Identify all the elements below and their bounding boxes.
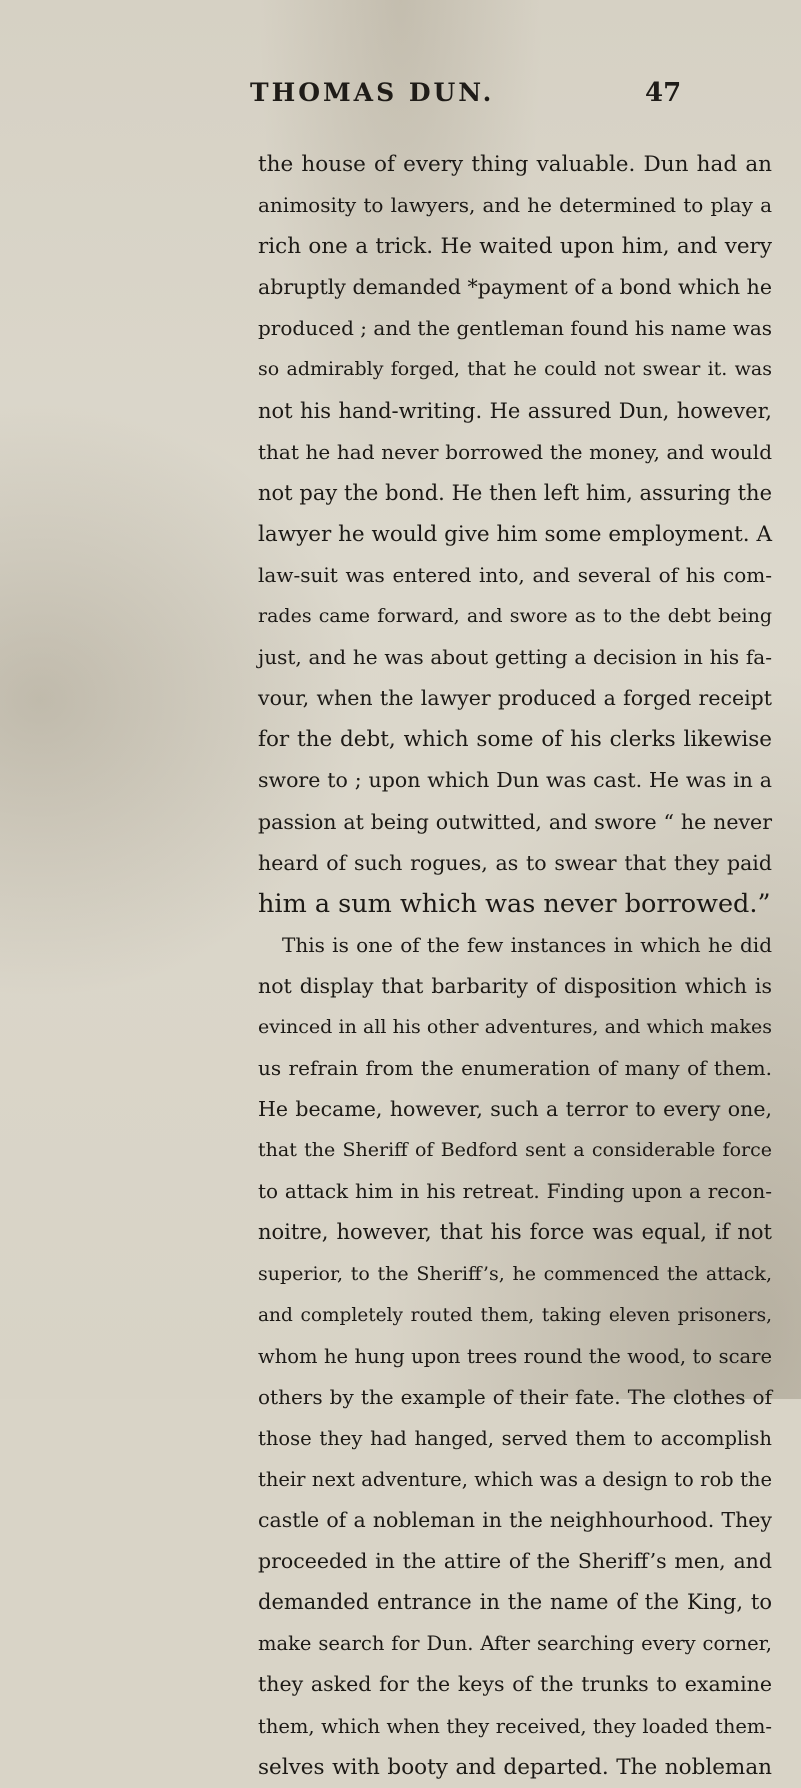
- text-line: others by the example of their fate. The clothes of: [258, 1384, 772, 1409]
- text-line: This is one of the few instances in which he did: [282, 932, 772, 957]
- text-line: those they had hanged, served them to accomplish: [258, 1426, 772, 1450]
- text-line: make search for Dun. After searching every corner,: [258, 1632, 772, 1656]
- text-line: passion at being outwitted, and swore “ he never: [258, 809, 772, 834]
- text-line: proceeded in the attire of the Sheriff’s men, and: [258, 1549, 772, 1574]
- page-header: [0, 78, 801, 118]
- text-line: the house of every thing valuable. Dun had an: [258, 152, 772, 177]
- text-line: not his hand-writing. He assured Dun, however,: [258, 398, 772, 423]
- text-line: that the Sheriff of Bedford sent a considerable force: [258, 1139, 772, 1162]
- text-line: evinced in all his other adventures, and which makes: [258, 1015, 772, 1038]
- text-line: vour, when the lawyer produced a forged receipt: [258, 686, 772, 711]
- text-line: just, and he was about getting a decision in his fa-: [258, 645, 772, 670]
- text-line: they asked for the keys of the trunks to examine: [258, 1672, 772, 1697]
- text-line: for the debt, which some of his clerks likewise: [258, 727, 772, 753]
- text-line: whom he hung upon trees round the wood, to scare: [258, 1344, 772, 1368]
- text-line: their next adventure, which was a design to rob the: [258, 1468, 772, 1491]
- text-line: lawyer he would give him some employment. A: [258, 521, 772, 547]
- text-line: rades came forward, and swore as to the debt being: [258, 605, 772, 628]
- text-line: superior, to the Sheriff’s, he commenced the attack,: [258, 1262, 772, 1285]
- text-line: to attack him in his retreat. Finding upon a recon-: [258, 1179, 772, 1204]
- text-line: and completely routed them, taking eleven prisoners,: [258, 1304, 772, 1326]
- text-line: that he had never borrowed the money, and would: [258, 439, 772, 464]
- text-line: He became, however, such a terror to every one,: [258, 1097, 772, 1122]
- text-line: us refrain from the enumeration of many of them.: [258, 1056, 772, 1081]
- text-line: not display that barbarity of disposition which is: [258, 973, 772, 998]
- text-line: heard of such rogues, as to swear that they paid: [258, 850, 772, 875]
- text-line: rich one a trick. He waited upon him, and very: [258, 234, 772, 260]
- text-line: demanded entrance in the name of the King, to: [258, 1590, 772, 1615]
- text-line: so admirably forged, that he could not swear it. was: [258, 358, 772, 381]
- running-head: THOMAS DUN.: [250, 78, 495, 107]
- text-line: swore to ; upon which Dun was cast. He was in a: [258, 768, 772, 793]
- text-line: abruptly demanded *payment of a bond which he: [258, 275, 772, 300]
- text-line: him a sum which was never borrowed.”: [258, 888, 771, 919]
- text-line: animosity to lawyers, and he determined to play a: [258, 193, 772, 218]
- text-line: noitre, however, that his force was equal, if not: [258, 1220, 772, 1245]
- text-line: not pay the bond. He then left him, assuring the: [258, 480, 772, 505]
- text-line: produced ; and the gentleman found his name was: [258, 316, 772, 341]
- text-line: selves with booty and departed. The nobleman: [258, 1754, 772, 1780]
- text-line: law-suit was entered into, and several of his com-: [258, 562, 772, 587]
- text-line: them, which when they received, they loaded them-: [258, 1714, 772, 1738]
- text-line: castle of a nobleman in the neighhourhood. They: [258, 1508, 772, 1533]
- page-number: 47: [645, 78, 682, 108]
- body-text: [258, 144, 772, 1788]
